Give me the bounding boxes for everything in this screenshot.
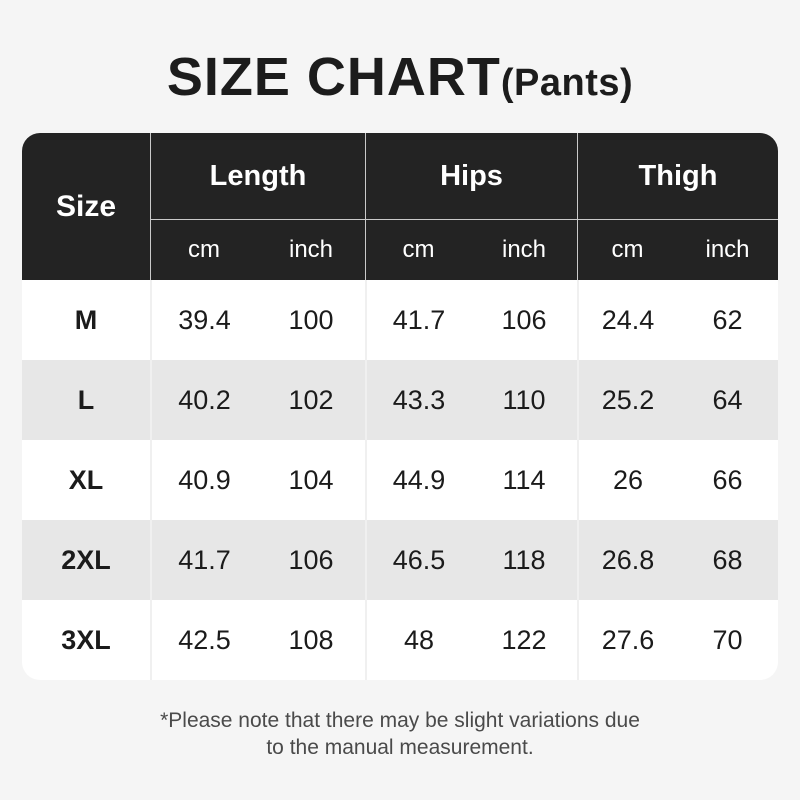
value-cell: 114 [502, 464, 546, 495]
value-cell: 100 [288, 304, 334, 335]
value-cell: 102 [288, 384, 334, 415]
size-cell: L [77, 384, 95, 415]
size-cell: M [74, 304, 98, 335]
value-cell: 104 [288, 464, 334, 495]
column-header-length-inch: inch [257, 220, 365, 280]
value-cell: 46.5 [365, 520, 471, 600]
size-table [22, 133, 778, 680]
measurement-footnote [0, 708, 800, 762]
value-cell: 68 [712, 544, 743, 575]
value-cell: 62 [712, 304, 743, 335]
table-row-l [22, 360, 778, 440]
value-cell: 110 [502, 384, 546, 415]
value-cell: 40.2 [150, 360, 257, 440]
value-cell: 43.3 [365, 360, 471, 440]
column-header-hips-cm: cm [365, 220, 471, 280]
value-cell: 66 [712, 464, 743, 495]
page-title [0, 46, 800, 108]
column-header-thigh-cm: cm [577, 220, 677, 280]
column-header-size: Size [22, 133, 150, 280]
value-cell: 64 [712, 384, 743, 415]
value-cell: 25.2 [577, 360, 677, 440]
table-row-2xl [22, 520, 778, 600]
value-cell: 27.6 [577, 600, 677, 680]
size-cell: 3XL [61, 624, 111, 655]
column-group-hips: Hips [365, 133, 577, 220]
value-cell: 41.7 [365, 280, 471, 360]
column-group-length: Length [150, 133, 365, 220]
footnote-line-2: to the manual measurement. [266, 735, 534, 759]
column-header-thigh-inch: inch [677, 220, 778, 280]
value-cell: 41.7 [150, 520, 257, 600]
value-cell: 48 [365, 600, 471, 680]
header-group-row [22, 133, 778, 220]
value-cell: 26.8 [577, 520, 677, 600]
table-body [22, 280, 778, 680]
value-cell: 24.4 [577, 280, 677, 360]
value-cell: 106 [288, 544, 334, 575]
value-cell: 118 [502, 544, 546, 575]
column-group-thigh: Thigh [577, 133, 778, 220]
column-header-hips-inch: inch [471, 220, 577, 280]
table-row-xl [22, 440, 778, 520]
size-chart-table [22, 133, 778, 680]
size-cell: XL [68, 464, 104, 495]
page-title-main: SIZE CHART [166, 47, 501, 107]
size-cell: 2XL [61, 544, 111, 575]
column-header-length-cm: cm [150, 220, 257, 280]
value-cell: 42.5 [150, 600, 257, 680]
footnote-line-1: *Please note that there may be slight variations due [160, 709, 640, 733]
value-cell: 26 [577, 440, 677, 520]
value-cell: 122 [501, 624, 547, 655]
value-cell: 44.9 [365, 440, 471, 520]
value-cell: 39.4 [150, 280, 257, 360]
table-row-m [22, 280, 778, 360]
value-cell: 70 [712, 624, 743, 655]
value-cell: 40.9 [150, 440, 257, 520]
table-row-3xl [22, 600, 778, 680]
value-cell: 106 [501, 304, 547, 335]
table-header [22, 133, 778, 280]
page-title-suffix: (Pants) [500, 62, 634, 104]
value-cell: 108 [288, 624, 334, 655]
